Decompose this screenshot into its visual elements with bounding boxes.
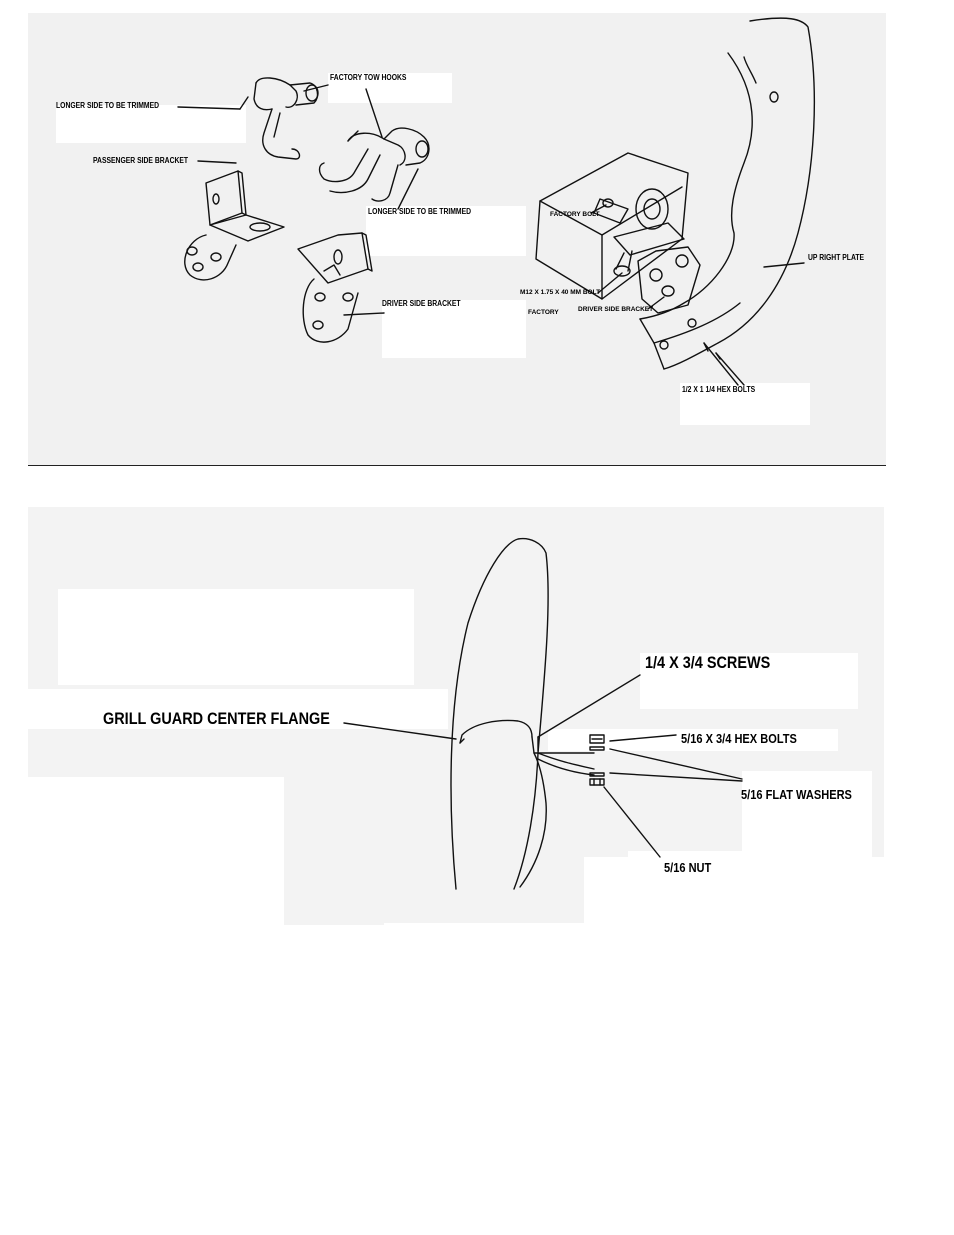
- label-passenger-side-bracket: PASSENGER SIDE BRACKET: [93, 156, 189, 165]
- center-flange: [460, 721, 594, 753]
- label-driver-side-bracket-installed: DRIVER SIDE BRACKET: [578, 306, 654, 313]
- tow-hook-installation-diagram: [28, 13, 886, 465]
- driver-side-bracket: [298, 233, 372, 342]
- label-factory: FACTORY: [528, 309, 559, 316]
- label-longer-side-trimmed-right: LONGER SIDE TO BE TRIMMED: [368, 207, 472, 216]
- label-up-right-plate: UP RIGHT PLATE: [808, 253, 865, 262]
- label-flat-washers: 5/16 FLAT WASHERS: [741, 787, 852, 802]
- label-m12-bolt: M12 X 1.75 X 40 MM BOLT: [520, 289, 601, 296]
- label-factory-bolt: FACTORY BOLT: [550, 211, 600, 218]
- label-driver-side-bracket: DRIVER SIDE BRACKET: [382, 299, 461, 308]
- tow-hook-line-drawing: [28, 13, 886, 465]
- label-factory-tow-hooks: FACTORY TOW HOOKS: [330, 73, 407, 82]
- label-grill-guard-center-flange: GRILL GUARD CENTER FLANGE: [103, 709, 330, 728]
- label-nut: 5/16 NUT: [664, 860, 712, 875]
- label-hex-bolts: 5/16 X 3/4 HEX BOLTS: [681, 731, 797, 746]
- grill-guard-upright: [451, 539, 594, 889]
- panel-divider: [28, 465, 886, 466]
- leader-lines: [178, 85, 804, 385]
- label-longer-side-trimmed-left: LONGER SIDE TO BE TRIMMED: [56, 101, 160, 110]
- factory-tow-hook-right: [320, 128, 429, 201]
- center-flange-diagram: [28, 503, 884, 925]
- label-half-inch-hex-bolts: 1/2 X 1 1/4 HEX BOLTS: [682, 385, 756, 394]
- label-screws: 1/4 X 3/4 SCREWS: [645, 653, 771, 672]
- upright-plate: [640, 18, 814, 369]
- passenger-side-bracket: [185, 171, 284, 280]
- hardware-stack: [590, 735, 604, 785]
